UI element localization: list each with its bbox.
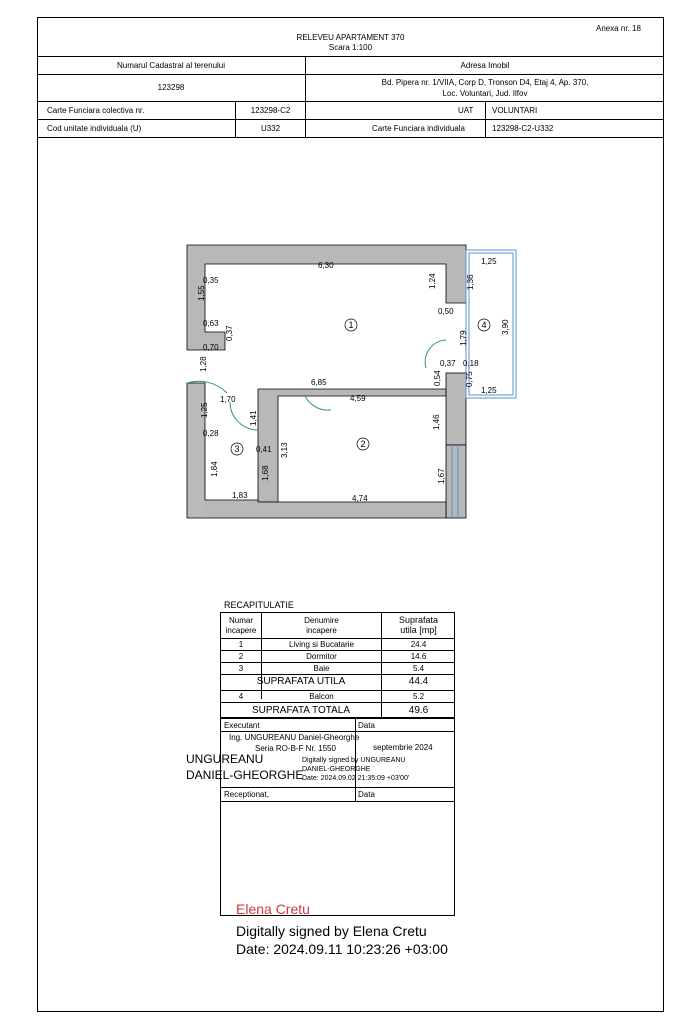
- dim-label: 1,28: [199, 356, 208, 372]
- balcony-area: 5.2: [412, 692, 425, 701]
- date-label-2: Data: [358, 790, 375, 799]
- dim-label: 4,74: [352, 494, 368, 503]
- row-area: 14.6: [410, 652, 427, 661]
- row-nr: 3: [238, 664, 244, 673]
- cadastral-value: 123298: [157, 83, 185, 92]
- unit-code-label: Cod unitate individuala (U): [47, 124, 142, 133]
- total-area-label: SUPRAFATA TOTALA: [252, 705, 350, 716]
- room-number: 3: [234, 444, 240, 454]
- row-name: Living si Bucatarie: [289, 640, 354, 649]
- annex-number: Anexa nr. 18: [596, 24, 641, 33]
- dim-label: 1,24: [428, 273, 437, 289]
- address-label: Adresa Imobil: [460, 61, 510, 70]
- recap-table: [220, 612, 455, 718]
- dim-label: 1,25: [200, 402, 209, 418]
- dim-label: 1,41: [249, 410, 258, 426]
- head-area-2: utila [mp]: [400, 625, 437, 635]
- dim-label: 0,18: [463, 359, 479, 368]
- dim-label: 1,70: [220, 395, 236, 404]
- dim-label: 0,41: [256, 445, 272, 454]
- dim-label: 1,55: [197, 285, 206, 301]
- engineer-name: Ing. UNGUREANU Daniel-Gheorghe: [229, 733, 360, 742]
- balcony-name: Balcon: [309, 692, 334, 701]
- dim-label: 6,85: [311, 378, 327, 387]
- executant-date: septembrie 2024: [373, 743, 433, 752]
- dim-label: 3,13: [280, 442, 289, 458]
- dim-label: 1,46: [432, 414, 441, 430]
- dim-label: 4,59: [350, 394, 366, 403]
- dim-label: 0,70: [203, 343, 219, 352]
- room-number: 2: [360, 439, 366, 449]
- dim-label: 1,67: [437, 468, 446, 484]
- executant-label: Executant: [224, 721, 260, 730]
- cf-individual-value: 123298-C2-U332: [492, 124, 554, 133]
- ds2-line2: Date: 2024.09.11 10:23:26 +03:00: [236, 941, 448, 957]
- address-line-1: Bd. Pipera nr. 1/VIIA, Corp D, Tronson D4, Etaj 4, Ap. 370,: [381, 78, 589, 87]
- dim-label: 0,54: [433, 370, 442, 386]
- row-area: 24.4: [410, 640, 427, 649]
- dim-label: 3,90: [501, 319, 510, 335]
- balcony-nr: 4: [238, 692, 244, 701]
- scale-label: Scara 1:100: [328, 43, 373, 52]
- dim-label: 0,75: [465, 371, 474, 387]
- row-nr: 1: [238, 640, 244, 649]
- dim-label: 0,50: [438, 307, 454, 316]
- dim-label: 0,35: [203, 276, 219, 285]
- uat-value: VOLUNTARI: [492, 106, 538, 115]
- useful-area-label: SUPRAFATA UTILA: [256, 676, 346, 687]
- signature-block: [220, 718, 455, 916]
- head-area-1: Suprafata: [398, 615, 439, 625]
- dim-label: 6,30: [318, 261, 334, 270]
- dim-label: 0,63: [203, 319, 219, 328]
- dim-label: 1,36: [466, 274, 475, 290]
- dim-label: 0,28: [203, 429, 219, 438]
- useful-area-value: 44.4: [408, 676, 429, 687]
- signer2-signature: Elena Cretu: [236, 901, 310, 917]
- row-name: Dormitor: [306, 652, 337, 661]
- room-number: 1: [348, 320, 354, 330]
- signer1-name-line2: DANIEL-GHEORGHE: [186, 768, 304, 782]
- head-number-2: incapere: [225, 626, 257, 635]
- dim-label: 0,37: [440, 359, 456, 368]
- dim-label: 1,79: [459, 330, 468, 346]
- date-label: Data: [358, 721, 375, 730]
- dim-label: 1,84: [210, 461, 219, 477]
- unit-code-value: U332: [260, 124, 281, 133]
- engineer-series: Seria RO-B-F Nr. 1550: [255, 744, 336, 753]
- cf-collective-label: Carte Funciara colectiva nr.: [47, 106, 145, 115]
- address-line-2: Loc. Voluntari, Jud. Ilfov: [442, 89, 528, 98]
- dim-label: 1,25: [481, 257, 497, 266]
- cadastral-label: Numarul Cadastral al terenului: [116, 61, 226, 70]
- row-nr: 2: [238, 652, 244, 661]
- cf-collective-value: 123298-C2: [250, 106, 291, 115]
- dim-label: 0,37: [225, 325, 234, 341]
- document-title: RELEVEU APARTAMENT 370: [296, 33, 405, 42]
- ds1-line1: Digitally signed by UNGUREANU: [302, 757, 406, 764]
- room-number: 4: [481, 320, 487, 330]
- head-number-1: Numar: [228, 616, 253, 625]
- signer1-name-line1: UNGUREANU: [186, 752, 264, 766]
- dim-label: 1,83: [232, 491, 248, 500]
- cf-individual-label: Carte Funciara individuala: [372, 124, 465, 133]
- uat-label: UAT: [458, 106, 474, 115]
- row-name: Baie: [313, 664, 330, 673]
- ds2-line1: Digitally signed by Elena Cretu: [236, 923, 427, 939]
- total-area-value: 49.6: [408, 705, 429, 716]
- receptionat-label: Receptionat,: [224, 790, 269, 799]
- recap-title: RECAPITULATIE: [224, 600, 294, 610]
- head-name-2: incapere: [306, 626, 337, 635]
- row-area: 5.4: [412, 664, 425, 673]
- head-name-1: Denumire: [304, 616, 339, 625]
- dim-label: 1,68: [261, 465, 270, 481]
- ds1-line3: Date: 2024.09.02 21:35:09 +03'00': [302, 775, 410, 782]
- ds1-line2: DANIEL-GHEORGHE: [302, 766, 371, 773]
- dim-label: 1,25: [481, 386, 497, 395]
